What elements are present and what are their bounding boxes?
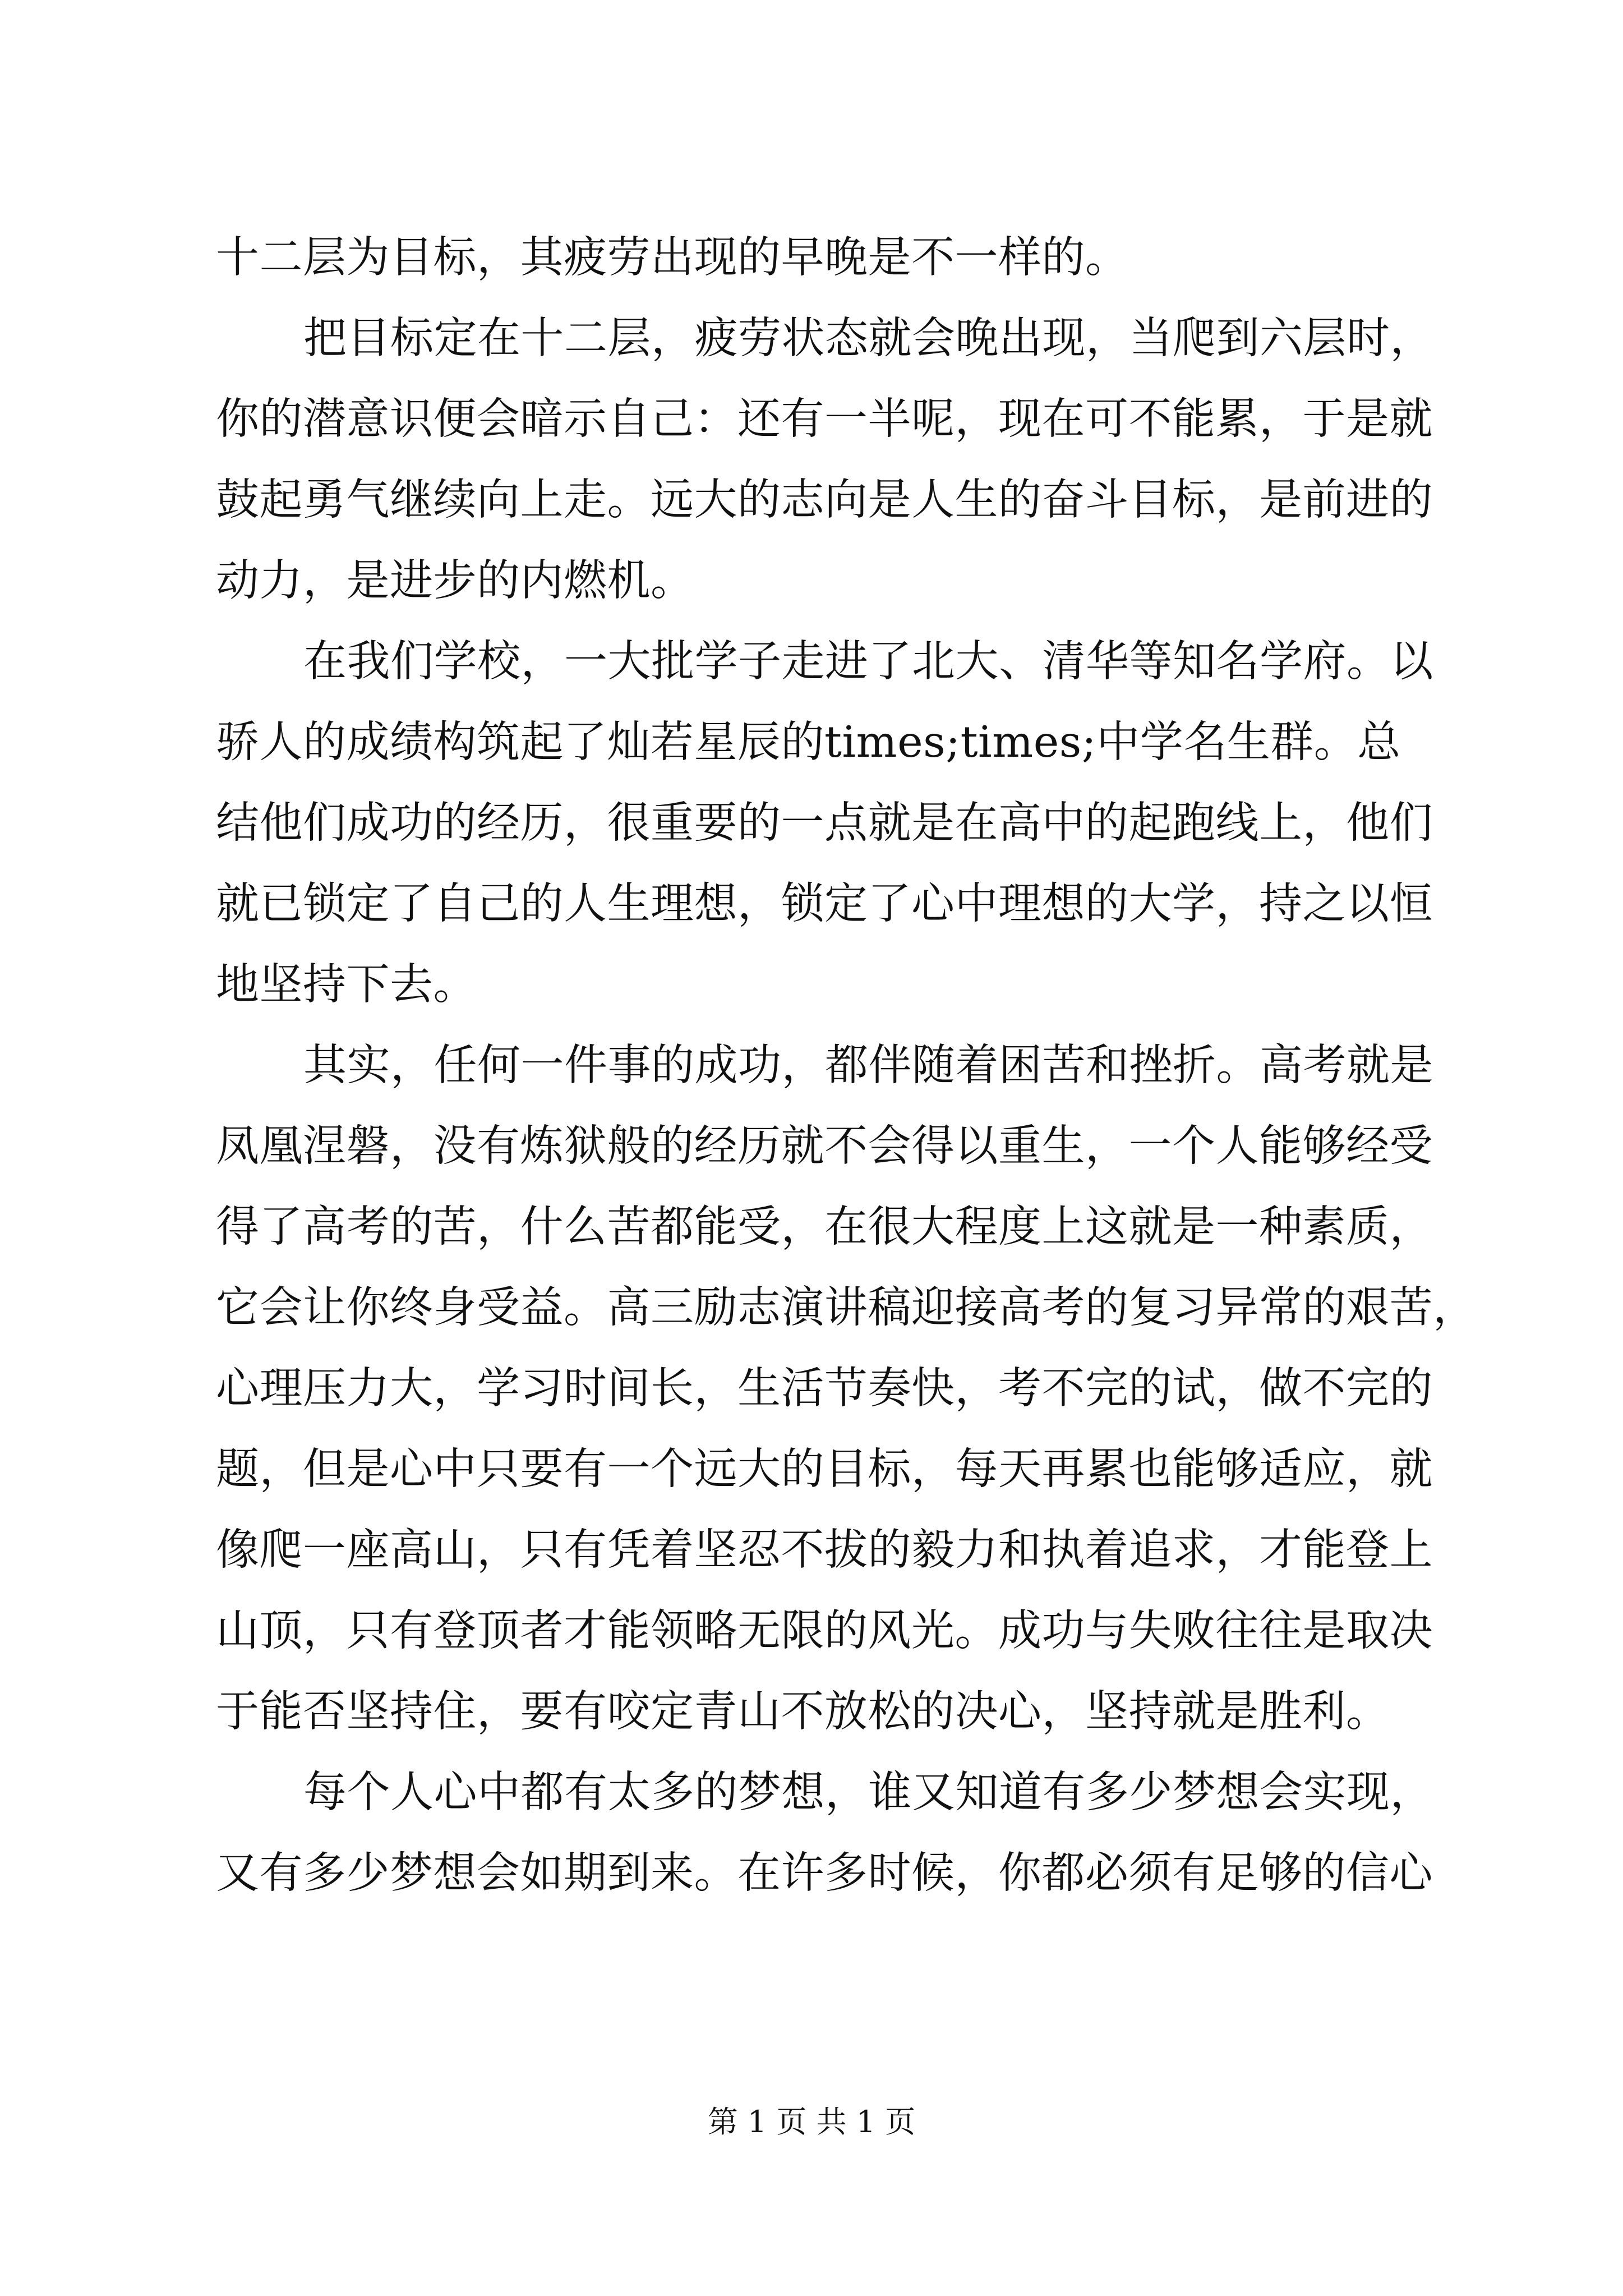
text-line: 它会让你终身受益。高三励志演讲稿迎接高考的复习异常的艰苦， [216, 1283, 1477, 1333]
text-line: 就已锁定了自己的人生理想，锁定了心中理想的大学，持之以恒 [216, 879, 1433, 929]
text-line: 地坚持下去。 [216, 960, 477, 1010]
text-line: 把目标定在十二层，疲劳状态就会晚出现，当爬到六层时， [303, 314, 1433, 364]
text-line: 你的潜意识便会暗示自己：还有一半呢，现在可不能累，于是就 [216, 394, 1433, 444]
text-line: 得了高考的苦，什么苦都能受，在很大程度上这就是一种素质， [216, 1202, 1433, 1252]
text-line: 在我们学校，一大批学子走进了北大、清华等知名学府。以 [303, 637, 1433, 687]
document-body [216, 218, 1477, 1914]
text-line: 又有多少梦想会如期到来。在许多时候，你都必须有足够的信心 [216, 1848, 1433, 1898]
paragraph [216, 622, 1433, 1025]
paragraph [216, 298, 1433, 622]
text-line: 凤凰涅磐，没有炼狱般的经历就不会得以重生，一个人能够经受 [216, 1121, 1433, 1171]
text-line: 山顶，只有登顶者才能领略无限的风光。成功与失败往往是取决 [216, 1606, 1433, 1656]
paragraph [216, 1025, 1477, 1752]
text-line: 像爬一座高山，只有凭着坚忍不拔的毅力和执着追求，才能登上 [216, 1525, 1433, 1575]
text-line: 鼓起勇气继续向上走。远大的志向是人生的奋斗目标，是前进的 [216, 475, 1433, 525]
text-line: 每个人心中都有太多的梦想，谁又知道有多少梦想会实现， [303, 1768, 1433, 1818]
text-line: 骄人的成绩构筑起了灿若星辰的times;times;中学名生群。总 [216, 717, 1401, 767]
text-line: 于能否坚持住，要有咬定青山不放松的决心，坚持就是胜利。 [216, 1687, 1390, 1737]
page-footer [0, 2102, 1623, 2142]
text-line: 动力，是进步的内燃机。 [216, 556, 694, 606]
paragraph [216, 1752, 1433, 1914]
page-number-label: 第 1 页 共 1 页 [707, 2104, 916, 2139]
paragraph [216, 218, 1408, 298]
text-line: 十二层为目标，其疲劳出现的早晚是不一样的。 [216, 233, 1129, 283]
text-line: 结他们成功的经历，很重要的一点就是在高中的起跑线上，他们 [216, 798, 1433, 848]
text-line: 其实，任何一件事的成功，都伴随着困苦和挫折。高考就是 [303, 1041, 1433, 1091]
text-line: 题，但是心中只要有一个远大的目标，每天再累也能够适应，就 [216, 1444, 1433, 1494]
text-line: 心理压力大，学习时间长，生活节奏快，考不完的试，做不完的 [216, 1364, 1433, 1414]
